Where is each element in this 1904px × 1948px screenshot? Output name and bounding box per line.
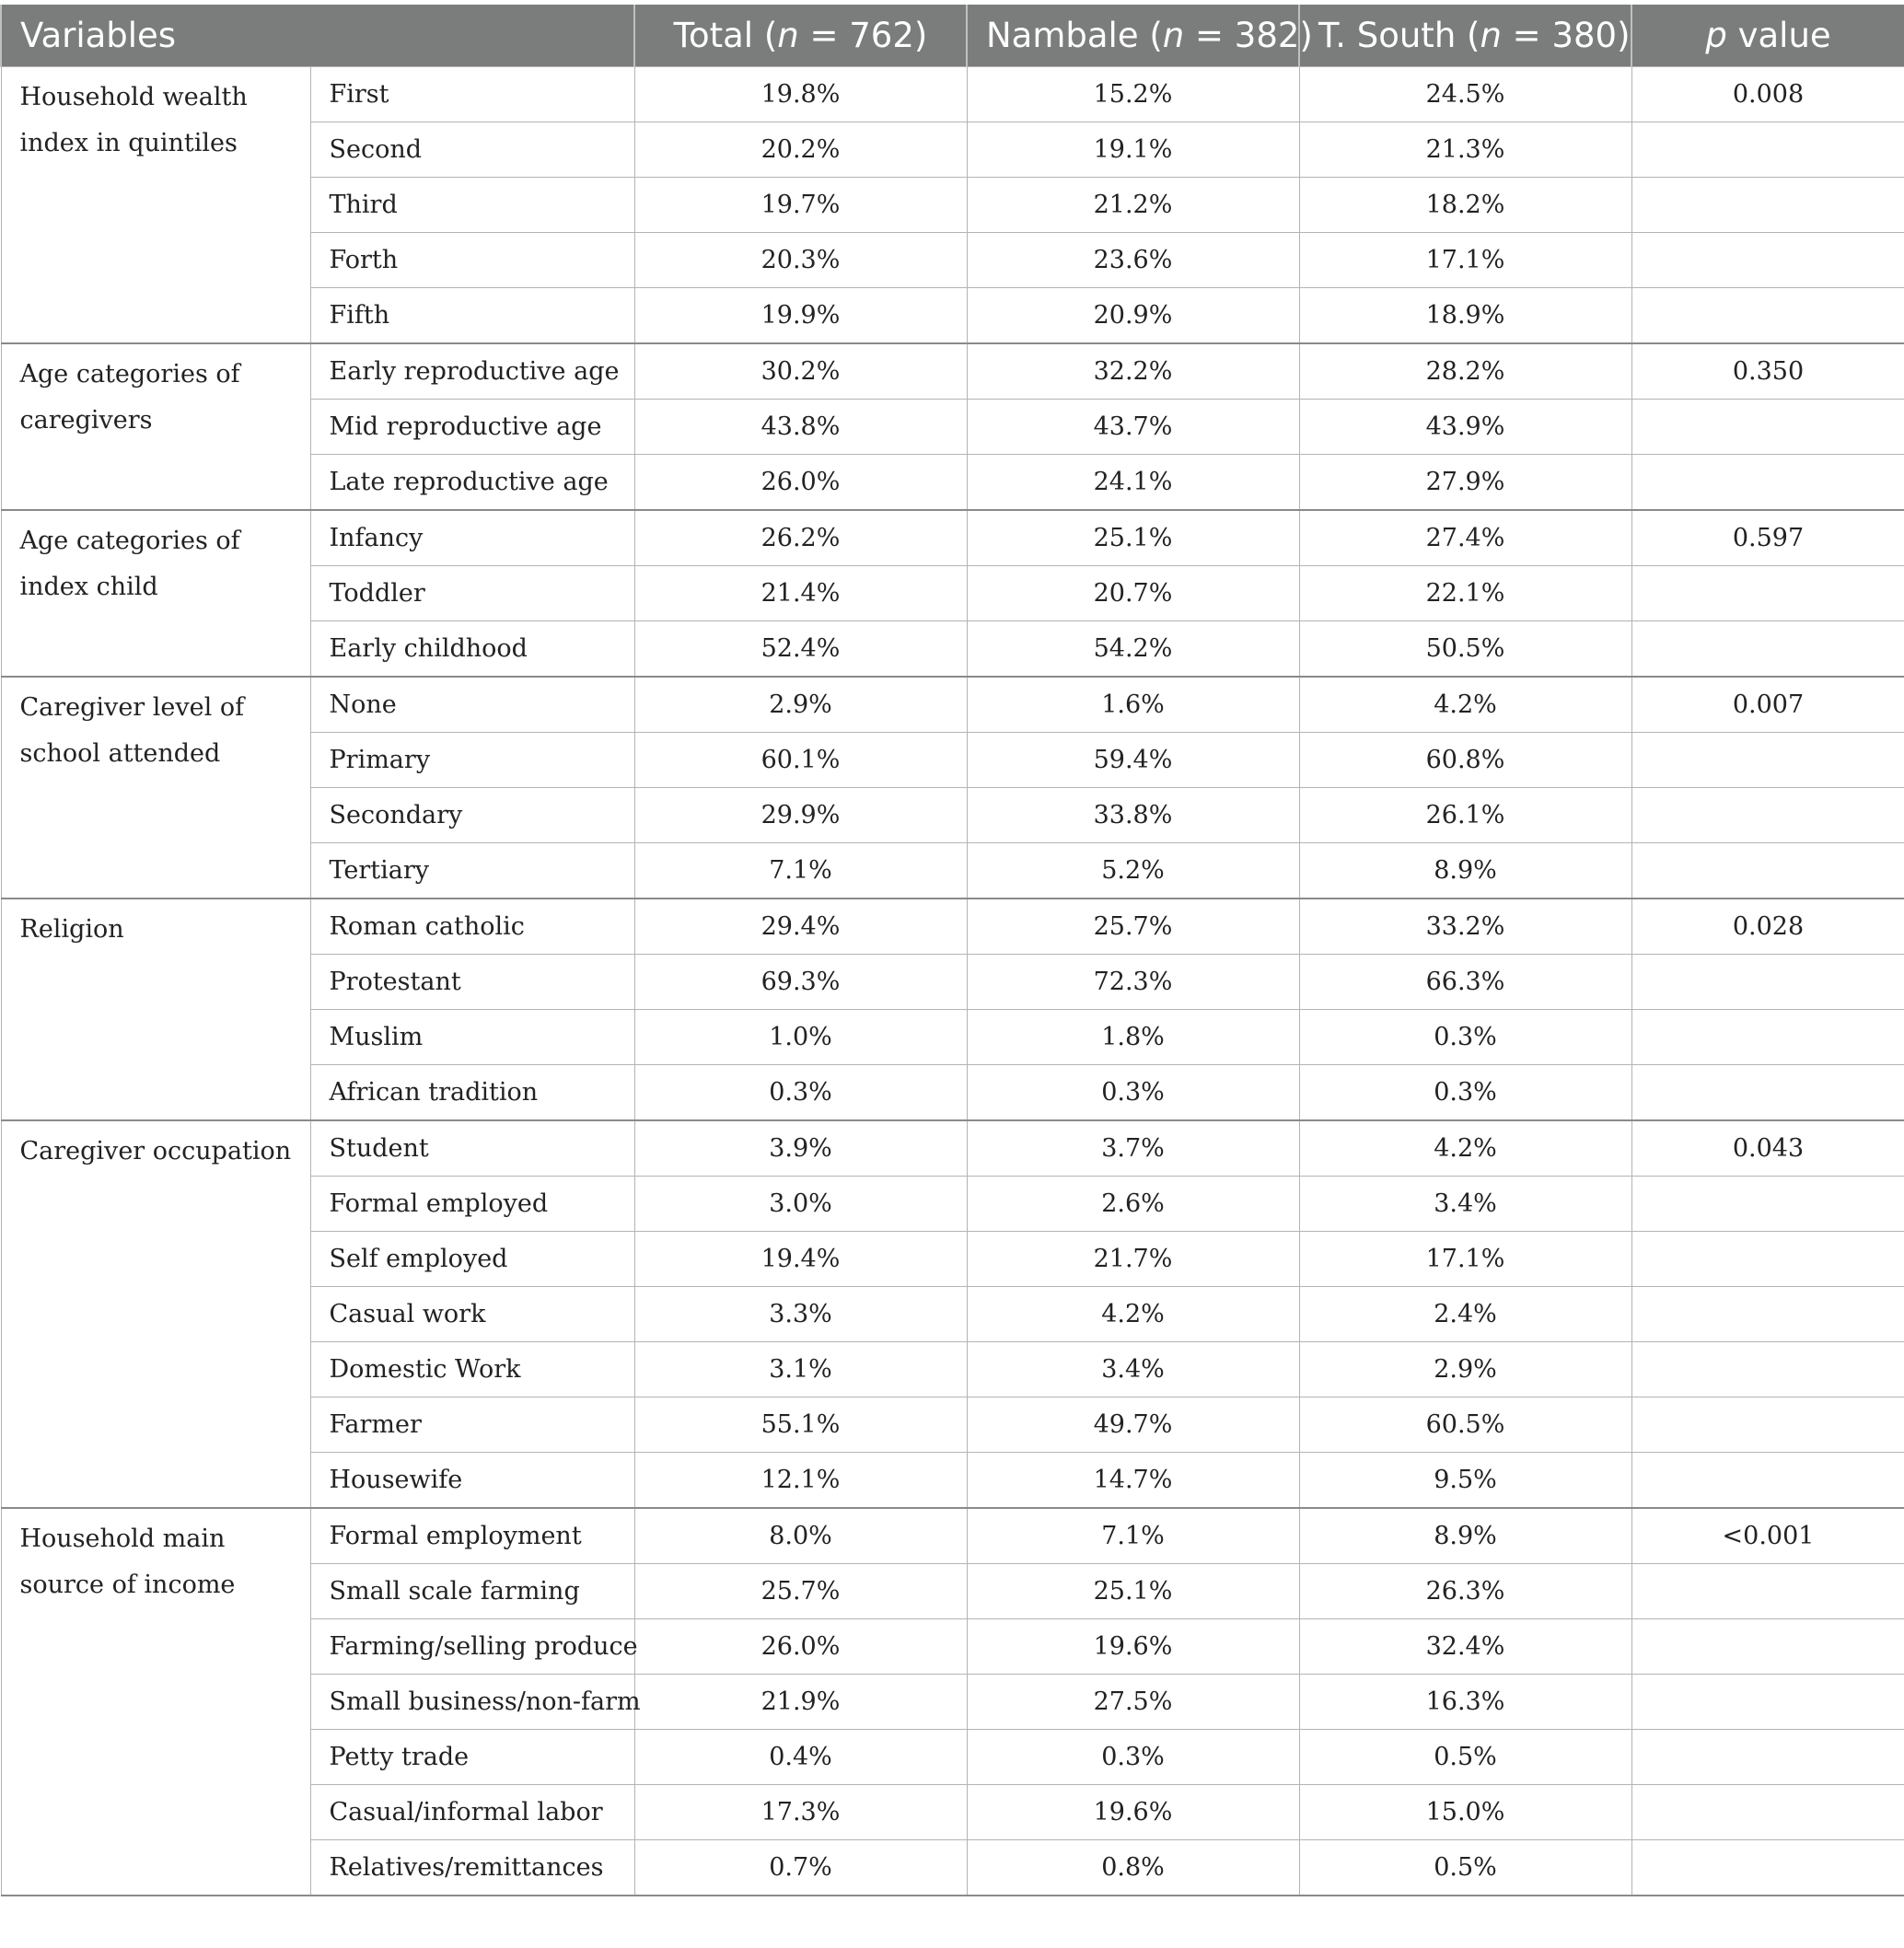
tsouth-value: 16.3% bbox=[1299, 1675, 1631, 1730]
subcategory-label: Secondary bbox=[310, 788, 634, 843]
tsouth-value: 21.3% bbox=[1299, 122, 1631, 178]
subcategory-label: Formal employment bbox=[310, 1508, 634, 1564]
tsouth-value: 26.1% bbox=[1299, 788, 1631, 843]
total-value: 60.1% bbox=[634, 733, 967, 788]
p-value: <0.001 bbox=[1631, 1508, 1904, 1564]
header-total-suffix: = 762) bbox=[798, 16, 928, 55]
nambale-value: 23.6% bbox=[967, 233, 1299, 288]
tsouth-value: 24.5% bbox=[1299, 67, 1631, 122]
total-value: 8.0% bbox=[634, 1508, 967, 1564]
tsouth-value: 28.2% bbox=[1299, 343, 1631, 400]
p-value bbox=[1631, 1840, 1904, 1896]
tsouth-value: 2.9% bbox=[1299, 1342, 1631, 1397]
total-value: 20.3% bbox=[634, 233, 967, 288]
subcategory-label: Primary bbox=[310, 733, 634, 788]
nambale-value: 25.1% bbox=[967, 1564, 1299, 1619]
total-value: 52.4% bbox=[634, 621, 967, 678]
nambale-value: 1.6% bbox=[967, 677, 1299, 733]
subcategory-label: Early reproductive age bbox=[310, 343, 634, 400]
total-value: 3.9% bbox=[634, 1120, 967, 1177]
table-row bbox=[1, 67, 1904, 122]
nambale-value: 21.2% bbox=[967, 178, 1299, 233]
nambale-value: 54.2% bbox=[967, 621, 1299, 678]
nambale-value: 19.6% bbox=[967, 1785, 1299, 1840]
subcategory-label: None bbox=[310, 677, 634, 733]
subcategory-label: Forth bbox=[310, 233, 634, 288]
header-p-italic: p bbox=[1705, 16, 1727, 55]
tsouth-value: 33.2% bbox=[1299, 899, 1631, 955]
total-value: 19.4% bbox=[634, 1232, 967, 1287]
total-value: 69.3% bbox=[634, 955, 967, 1010]
nambale-value: 25.1% bbox=[967, 510, 1299, 566]
subcategory-label: Late reproductive age bbox=[310, 455, 634, 511]
total-value: 12.1% bbox=[634, 1453, 967, 1509]
p-value bbox=[1631, 1397, 1904, 1453]
nambale-value: 72.3% bbox=[967, 955, 1299, 1010]
total-value: 0.4% bbox=[634, 1730, 967, 1785]
subcategory-label: Casual/informal labor bbox=[310, 1785, 634, 1840]
header-nambale-prefix: Nambale ( bbox=[986, 16, 1163, 55]
total-value: 0.3% bbox=[634, 1065, 967, 1121]
header-nambale bbox=[967, 5, 1313, 67]
header-tsouth-suffix: = 380) bbox=[1501, 16, 1631, 55]
subcategory-label: Tertiary bbox=[310, 843, 634, 899]
header-row bbox=[1, 5, 1904, 67]
nambale-value: 14.7% bbox=[967, 1453, 1299, 1509]
nambale-value: 15.2% bbox=[967, 67, 1299, 122]
table-row bbox=[1, 343, 1904, 400]
nambale-value: 49.7% bbox=[967, 1397, 1299, 1453]
subcategory-label: Farmer bbox=[310, 1397, 634, 1453]
tsouth-value: 0.3% bbox=[1299, 1065, 1631, 1121]
total-value: 17.3% bbox=[634, 1785, 967, 1840]
p-value bbox=[1631, 1232, 1904, 1287]
total-value: 29.9% bbox=[634, 788, 967, 843]
p-value: 0.007 bbox=[1631, 677, 1904, 733]
header-nambale-suffix: = 382) bbox=[1184, 16, 1313, 55]
p-value bbox=[1631, 1177, 1904, 1232]
p-value: 0.350 bbox=[1631, 343, 1904, 400]
p-value bbox=[1631, 788, 1904, 843]
tsouth-value: 4.2% bbox=[1299, 677, 1631, 733]
total-value: 29.4% bbox=[634, 899, 967, 955]
total-value: 3.1% bbox=[634, 1342, 967, 1397]
header-p-suffix: value bbox=[1726, 16, 1831, 55]
nambale-value: 3.4% bbox=[967, 1342, 1299, 1397]
table-body bbox=[1, 67, 1904, 1896]
table-row bbox=[1, 510, 1904, 566]
tsouth-value: 50.5% bbox=[1299, 621, 1631, 678]
total-value: 30.2% bbox=[634, 343, 967, 400]
total-value: 0.7% bbox=[634, 1840, 967, 1896]
subcategory-label: Self employed bbox=[310, 1232, 634, 1287]
tsouth-value: 27.9% bbox=[1299, 455, 1631, 511]
total-value: 19.7% bbox=[634, 178, 967, 233]
total-value: 19.8% bbox=[634, 67, 967, 122]
total-value: 19.9% bbox=[634, 288, 967, 344]
total-value: 20.2% bbox=[634, 122, 967, 178]
tsouth-value: 2.4% bbox=[1299, 1287, 1631, 1342]
total-value: 55.1% bbox=[634, 1397, 967, 1453]
header-nambale-n: n bbox=[1162, 16, 1185, 55]
subcategory-label: Third bbox=[310, 178, 634, 233]
p-value bbox=[1631, 843, 1904, 899]
subcategory-label: Housewife bbox=[310, 1453, 634, 1509]
p-value bbox=[1631, 455, 1904, 511]
p-value bbox=[1631, 122, 1904, 178]
nambale-value: 3.7% bbox=[967, 1120, 1299, 1177]
subcategory-label: Toddler bbox=[310, 566, 634, 621]
table-row bbox=[1, 1120, 1904, 1177]
tsouth-value: 8.9% bbox=[1299, 843, 1631, 899]
nambale-value: 20.7% bbox=[967, 566, 1299, 621]
p-value bbox=[1631, 1342, 1904, 1397]
table-header bbox=[1, 5, 1904, 67]
nambale-value: 24.1% bbox=[967, 455, 1299, 511]
subcategory-label: Petty trade bbox=[310, 1730, 634, 1785]
p-value bbox=[1631, 1065, 1904, 1121]
total-value: 43.8% bbox=[634, 400, 967, 455]
nambale-value: 25.7% bbox=[967, 899, 1299, 955]
nambale-value: 27.5% bbox=[967, 1675, 1299, 1730]
tsouth-value: 9.5% bbox=[1299, 1453, 1631, 1509]
header-total-n: n bbox=[777, 16, 799, 55]
p-value bbox=[1631, 566, 1904, 621]
category-label: Caregiver occupation bbox=[1, 1120, 310, 1508]
tsouth-value: 43.9% bbox=[1299, 400, 1631, 455]
subcategory-label: Relatives/remittances bbox=[310, 1840, 634, 1896]
tsouth-value: 66.3% bbox=[1299, 955, 1631, 1010]
subcategory-label: Protestant bbox=[310, 955, 634, 1010]
nambale-value: 33.8% bbox=[967, 788, 1299, 843]
subcategory-label: Formal employed bbox=[310, 1177, 634, 1232]
tsouth-value: 26.3% bbox=[1299, 1564, 1631, 1619]
p-value bbox=[1631, 955, 1904, 1010]
nambale-value: 21.7% bbox=[967, 1232, 1299, 1287]
total-value: 3.3% bbox=[634, 1287, 967, 1342]
nambale-value: 1.8% bbox=[967, 1010, 1299, 1065]
total-value: 2.9% bbox=[634, 677, 967, 733]
header-total-prefix: Total ( bbox=[673, 16, 778, 55]
total-value: 26.2% bbox=[634, 510, 967, 566]
header-p-value bbox=[1631, 5, 1904, 67]
tsouth-value: 18.9% bbox=[1299, 288, 1631, 344]
tsouth-value: 0.5% bbox=[1299, 1840, 1631, 1896]
header-tsouth bbox=[1299, 5, 1631, 67]
total-value: 7.1% bbox=[634, 843, 967, 899]
p-value bbox=[1631, 1287, 1904, 1342]
table-row bbox=[1, 899, 1904, 955]
nambale-value: 7.1% bbox=[967, 1508, 1299, 1564]
nambale-value: 19.6% bbox=[967, 1619, 1299, 1675]
subcategory-label: Muslim bbox=[310, 1010, 634, 1065]
header-total bbox=[634, 5, 967, 67]
header-tsouth-prefix: T. South ( bbox=[1318, 16, 1480, 55]
table-row bbox=[1, 677, 1904, 733]
total-value: 21.9% bbox=[634, 1675, 967, 1730]
subcategory-label: Infancy bbox=[310, 510, 634, 566]
p-value bbox=[1631, 1675, 1904, 1730]
nambale-value: 59.4% bbox=[967, 733, 1299, 788]
category-label: Household wealth index in quintiles bbox=[1, 67, 310, 344]
total-value: 26.0% bbox=[634, 455, 967, 511]
p-value bbox=[1631, 621, 1904, 678]
p-value bbox=[1631, 733, 1904, 788]
subcategory-label: Small business/non-farm bbox=[310, 1675, 634, 1730]
subcategory-label: Farming/selling produce bbox=[310, 1619, 634, 1675]
nambale-value: 0.8% bbox=[967, 1840, 1299, 1896]
header-variables: Variables bbox=[1, 5, 634, 67]
subcategory-label: Early childhood bbox=[310, 621, 634, 678]
subcategory-label: Domestic Work bbox=[310, 1342, 634, 1397]
data-table bbox=[0, 5, 1904, 1896]
category-label: Age categories of index child bbox=[1, 510, 310, 677]
header-tsouth-n: n bbox=[1480, 16, 1502, 55]
nambale-value: 0.3% bbox=[967, 1065, 1299, 1121]
p-value bbox=[1631, 1564, 1904, 1619]
tsouth-value: 8.9% bbox=[1299, 1508, 1631, 1564]
p-value bbox=[1631, 1619, 1904, 1675]
p-value bbox=[1631, 288, 1904, 344]
p-value bbox=[1631, 1453, 1904, 1509]
tsouth-value: 32.4% bbox=[1299, 1619, 1631, 1675]
subcategory-label: Casual work bbox=[310, 1287, 634, 1342]
nambale-value: 4.2% bbox=[967, 1287, 1299, 1342]
nambale-value: 0.3% bbox=[967, 1730, 1299, 1785]
tsouth-value: 0.3% bbox=[1299, 1010, 1631, 1065]
p-value bbox=[1631, 1730, 1904, 1785]
total-value: 26.0% bbox=[634, 1619, 967, 1675]
nambale-value: 43.7% bbox=[967, 400, 1299, 455]
subcategory-label: Second bbox=[310, 122, 634, 178]
category-label: Caregiver level of school attended bbox=[1, 677, 310, 899]
subcategory-label: Fifth bbox=[310, 288, 634, 344]
nambale-value: 20.9% bbox=[967, 288, 1299, 344]
total-value: 1.0% bbox=[634, 1010, 967, 1065]
tsouth-value: 15.0% bbox=[1299, 1785, 1631, 1840]
nambale-value: 32.2% bbox=[967, 343, 1299, 400]
p-value bbox=[1631, 178, 1904, 233]
p-value bbox=[1631, 233, 1904, 288]
tsouth-value: 4.2% bbox=[1299, 1120, 1631, 1177]
nambale-value: 19.1% bbox=[967, 122, 1299, 178]
p-value bbox=[1631, 1785, 1904, 1840]
total-value: 3.0% bbox=[634, 1177, 967, 1232]
tsouth-value: 3.4% bbox=[1299, 1177, 1631, 1232]
p-value: 0.043 bbox=[1631, 1120, 1904, 1177]
subcategory-label: Roman catholic bbox=[310, 899, 634, 955]
tsouth-value: 18.2% bbox=[1299, 178, 1631, 233]
table-row bbox=[1, 1508, 1904, 1564]
category-label: Age categories of caregivers bbox=[1, 343, 310, 510]
category-label: Household main source of income bbox=[1, 1508, 310, 1896]
tsouth-value: 27.4% bbox=[1299, 510, 1631, 566]
total-value: 21.4% bbox=[634, 566, 967, 621]
subcategory-label: Mid reproductive age bbox=[310, 400, 634, 455]
p-value: 0.008 bbox=[1631, 67, 1904, 122]
subcategory-label: Student bbox=[310, 1120, 634, 1177]
p-value bbox=[1631, 400, 1904, 455]
tsouth-value: 60.5% bbox=[1299, 1397, 1631, 1453]
tsouth-value: 22.1% bbox=[1299, 566, 1631, 621]
p-value bbox=[1631, 1010, 1904, 1065]
p-value: 0.028 bbox=[1631, 899, 1904, 955]
subcategory-label: African tradition bbox=[310, 1065, 634, 1121]
category-label: Religion bbox=[1, 899, 310, 1120]
subcategory-label: First bbox=[310, 67, 634, 122]
nambale-value: 5.2% bbox=[967, 843, 1299, 899]
p-value: 0.597 bbox=[1631, 510, 1904, 566]
tsouth-value: 60.8% bbox=[1299, 733, 1631, 788]
nambale-value: 2.6% bbox=[967, 1177, 1299, 1232]
total-value: 25.7% bbox=[634, 1564, 967, 1619]
tsouth-value: 17.1% bbox=[1299, 1232, 1631, 1287]
subcategory-label: Small scale farming bbox=[310, 1564, 634, 1619]
tsouth-value: 0.5% bbox=[1299, 1730, 1631, 1785]
tsouth-value: 17.1% bbox=[1299, 233, 1631, 288]
